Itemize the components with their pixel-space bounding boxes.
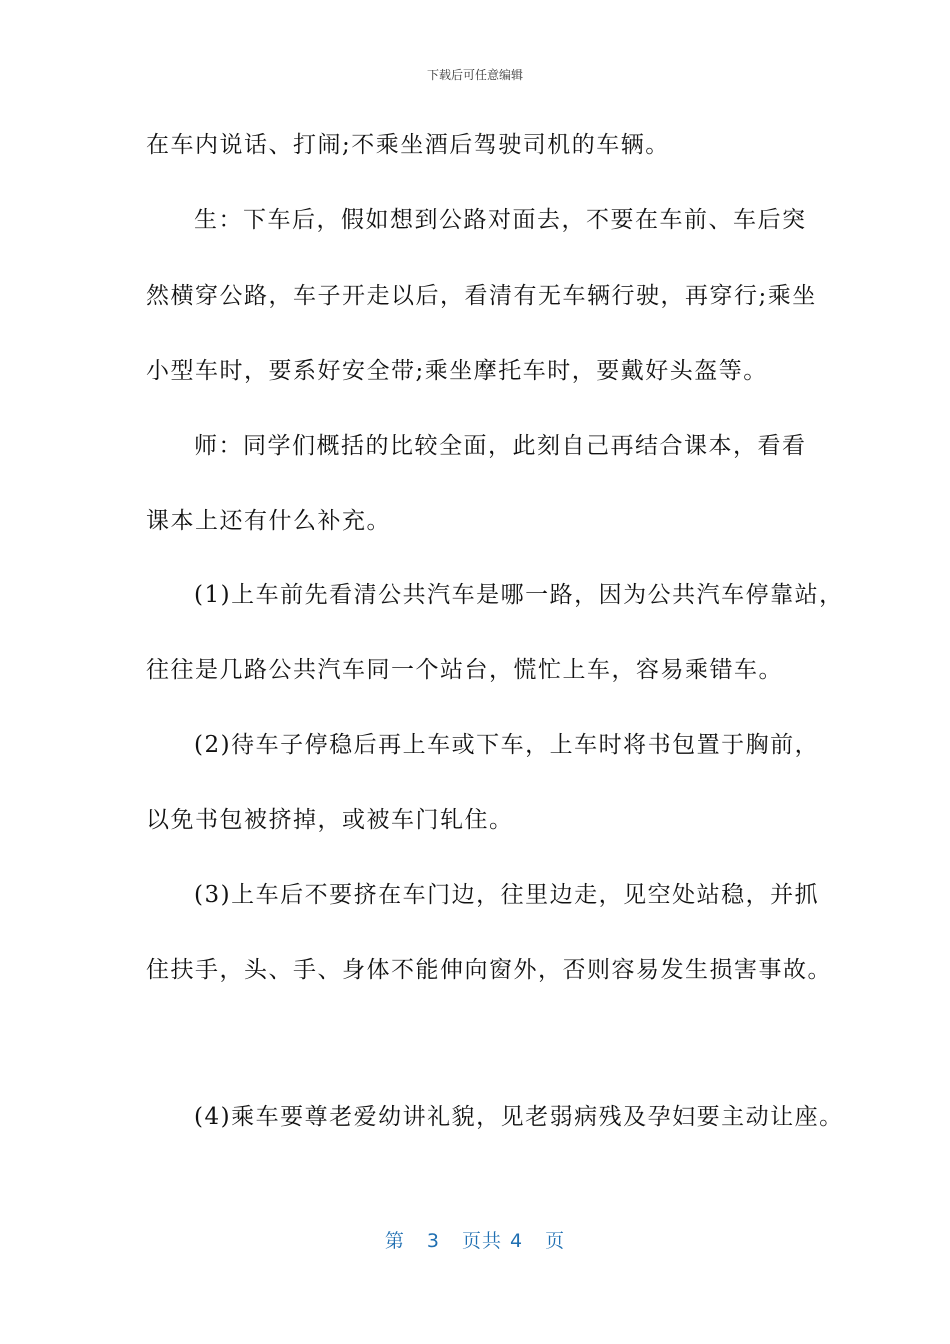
current-page-number: 3	[426, 1230, 440, 1252]
paragraph-line: 课本上还有什么补充。	[146, 508, 391, 534]
page-footer	[0, 1226, 950, 1253]
paragraph-line: 住扶手，头、手、身体不能伸向窗外，否则容易发生损害事故。	[146, 957, 832, 983]
paragraph-line: (1)上车前先看清公共汽车是哪一路，因为公共汽车停靠站，	[194, 582, 844, 608]
paragraph-line: (4)乘车要尊老爱幼讲礼貌，见老弱病残及孕妇要主动让座。	[194, 1104, 844, 1130]
total-page-number: 4	[510, 1230, 524, 1252]
footer-prefix: 第	[384, 1230, 405, 1252]
paragraph-line: 生：下车后，假如想到公路对面去，不要在车前、车后突	[194, 207, 807, 233]
paragraph-line: (3)上车后不要挤在车门边，往里边走，见空处站稳，并抓	[194, 882, 820, 908]
paragraph-line: 然横穿公路，车子开走以后，看清有无车辆行驶，再穿行;乘坐	[146, 283, 817, 309]
paragraph-line: 师：同学们概括的比较全面，此刻自己再结合课本，看看	[194, 433, 807, 459]
page-header: 下载后可任意编辑	[426, 68, 523, 82]
paragraph-line: 往往是几路公共汽车同一个站台，慌忙上车，容易乘错车。	[146, 657, 783, 683]
paragraph-line: 小型车时，要系好安全带;乘坐摩托车时，要戴好头盔等。	[146, 358, 768, 384]
paragraph-line: (2)待车子停稳后再上车或下车，上车时将书包置于胸前，	[194, 732, 820, 758]
footer-suffix: 页	[545, 1230, 566, 1252]
paragraph-line: 在车内说话、打闹;不乘坐酒后驾驶司机的车辆。	[146, 132, 670, 158]
paragraph-line: 以免书包被挤掉，或被车门轧住。	[146, 807, 514, 833]
footer-mid: 页共	[461, 1230, 502, 1252]
